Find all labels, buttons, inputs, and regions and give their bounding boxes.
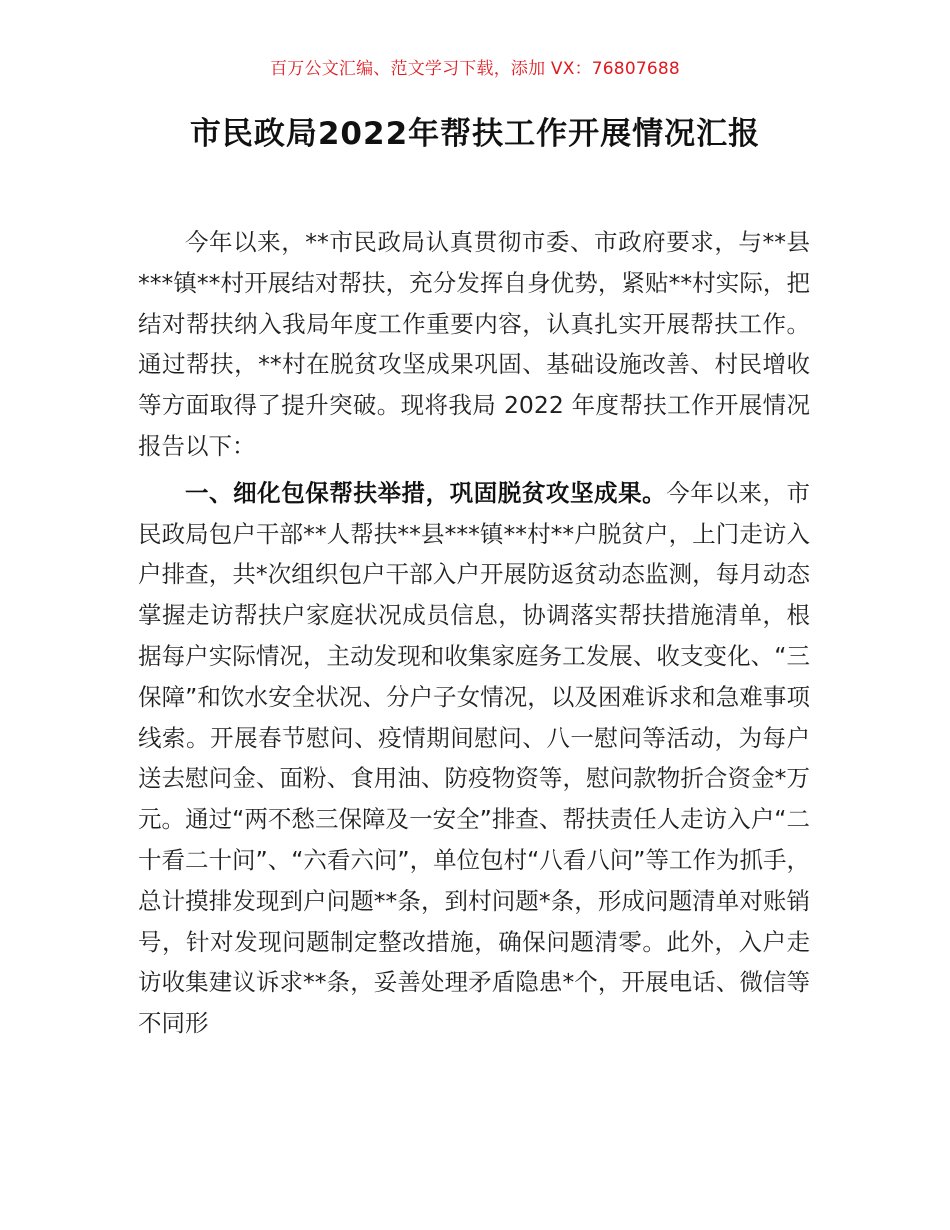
watermark-header: 百万公文汇编、范文学习下载，添加 VX：76807688 <box>270 59 680 79</box>
document-body <box>138 222 810 1044</box>
section-1-paragraph <box>138 473 810 1044</box>
section-1-heading: 一、细化包保帮扶举措，巩固脱贫攻坚成果。 <box>185 478 667 507</box>
document-title: 市民政局2022年帮扶工作开展情况汇报 <box>189 116 761 152</box>
section-1-text: 今年以来，市民政局包户干部**人帮扶**县***镇**村**户脱贫户，上门走访入户排查，共*次组织包户干部入户开展防返贫动态监测，每月动态掌握走访帮扶户家庭状况成员信息，协调落实帮扶措施清单，根据每户实际情况，主动发现和收集家庭务工发展、收支变化、“三保障”和饮水安全状况、分户子女情况，以及困难诉求和急难事项线索。开展春节慰问、疫情期间慰问、八一慰问等活动，为每户送去慰问金、面粉、食用油、防疫物资等，慰问款物折合资金*万元。通过“两不愁三保障及一安全”排查、帮扶责任人走访入户“二十看二十问”、“六看六问”，单位包村“八看八问”等工作为抓手，总计摸排发现到户问题**条，到村问题*条，形成问题清单对账销号，针对发现问题制定整改措施，确保问题清零。此外，入户走访收集建议诉求**条，妥善处理矛盾隐患*个，开展电话、微信等不同形 <box>138 478 811 1038</box>
intro-paragraph: 今年以来，**市民政局认真贯彻市委、市政府要求，与**县***镇**村开展结对帮扶，充分发挥自身优势，紧贴**村实际，把结对帮扶纳入我局年度工作重要内容，认真扎实开展帮扶工作。通过帮扶，**村在脱贫攻坚成果巩固、基础设施改善、村民增收等方面取得了提升突破。现将我局 2022 年度帮扶工作开展情况报告以下： <box>138 228 810 460</box>
